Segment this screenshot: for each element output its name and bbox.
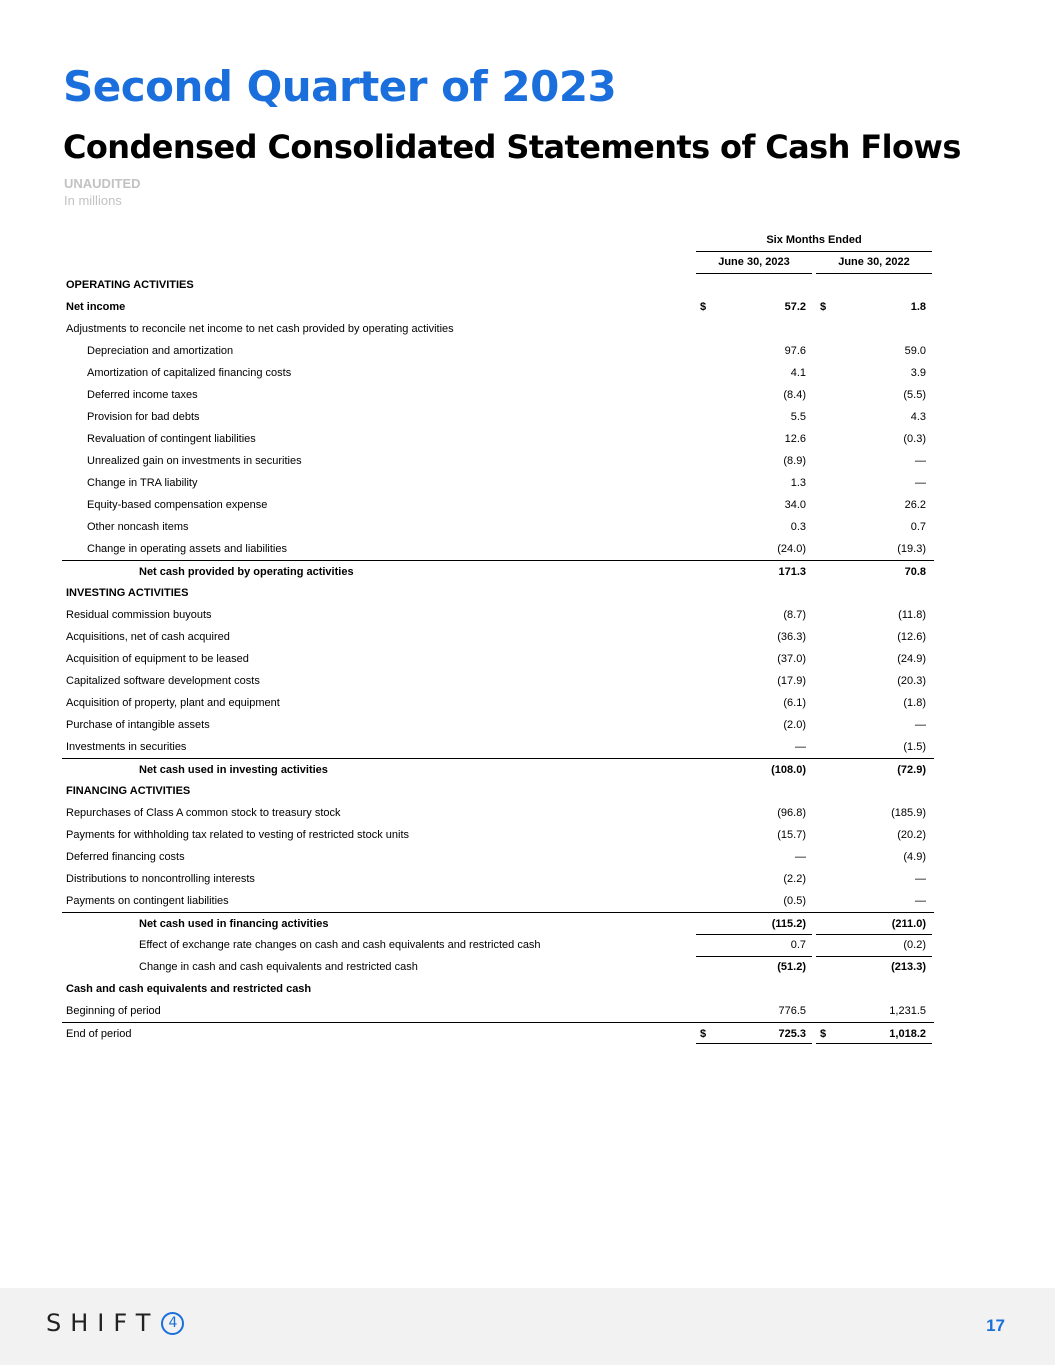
value-2022: 3.9 (910, 367, 926, 379)
value-2023: (2.0) (783, 719, 806, 731)
value-2022: (5.5) (903, 389, 926, 401)
value-2022: 1.8 (910, 301, 926, 313)
value-2023: (2.2) (783, 873, 806, 885)
row-label: Acquisition of property, plant and equipment (66, 697, 280, 709)
value-2022: 4.3 (910, 411, 926, 423)
currency-symbol: $ (700, 301, 707, 313)
row-label: Change in operating assets and liabilities (87, 543, 287, 555)
value-2022: 0.7 (910, 521, 926, 533)
table-row (62, 494, 934, 516)
value-2022: (11.8) (898, 609, 926, 621)
table-row (62, 362, 934, 384)
value-2023: 1.3 (790, 477, 806, 489)
value-2023: 0.7 (790, 939, 806, 951)
row-label: Revaluation of contingent liabilities (87, 433, 256, 445)
row-label: Payments for withholding tax related to vesting of restricted stock units (66, 829, 409, 841)
table-row (62, 538, 934, 560)
table-row (62, 340, 934, 362)
page-title: Second Quarter of 2023 (63, 62, 617, 111)
table-row (62, 1000, 934, 1022)
value-2023: 171.3 (778, 566, 806, 578)
row-label: Net cash provided by operating activities (139, 566, 354, 578)
value-2023: (37.0) (777, 653, 806, 665)
row-label: Payments on contingent liabilities (66, 895, 229, 907)
subtotal-row-operating (62, 560, 934, 582)
table-row (62, 318, 934, 340)
row-label: Residual commission buyouts (66, 609, 212, 621)
value-2023: 0.3 (790, 521, 806, 533)
table-row (62, 428, 934, 450)
value-2022: (0.2) (903, 939, 926, 951)
value-2022: 26.2 (904, 499, 926, 511)
table-row (62, 472, 934, 494)
shift4-logo (46, 1308, 184, 1338)
row-label: Acquisitions, net of cash acquired (66, 631, 230, 643)
value-2023: (15.7) (777, 829, 806, 841)
value-2022: 70.8 (904, 566, 926, 578)
period-header: Six Months Ended (696, 234, 932, 252)
column-header-2023: June 30, 2023 (696, 256, 812, 274)
table-row (62, 868, 934, 890)
subtotal-row-investing (62, 758, 934, 780)
page-footer (0, 1288, 1055, 1365)
value-2023: (17.9) (777, 675, 806, 687)
table-row (62, 296, 934, 318)
units-label: In millions (64, 193, 122, 208)
value-2022: — (915, 455, 926, 467)
value-2022: — (915, 477, 926, 489)
page-number: 17 (986, 1316, 1005, 1335)
value-2023: 4.1 (790, 367, 806, 379)
column-header-2022: June 30, 2022 (816, 256, 932, 274)
value-2023: 97.6 (784, 345, 806, 357)
table-row (62, 626, 934, 648)
value-2023: (51.2) (777, 961, 806, 973)
row-label: Investments in securities (66, 741, 187, 753)
value-2022: 59.0 (904, 345, 926, 357)
row-label: Net cash used in financing activities (139, 918, 329, 930)
value-2023: 12.6 (784, 433, 806, 445)
table-row (62, 802, 934, 824)
row-label: Change in TRA liability (87, 477, 198, 489)
value-2022: (4.9) (903, 851, 926, 863)
column-header-row (62, 252, 934, 274)
value-2023: (6.1) (783, 697, 806, 709)
currency-symbol: $ (820, 1028, 827, 1040)
value-2023: 34.0 (784, 499, 806, 511)
value-2023: 5.5 (790, 411, 806, 423)
value-2023: (8.4) (783, 389, 806, 401)
currency-symbol: $ (700, 1028, 707, 1040)
value-2023: (8.9) (783, 455, 806, 467)
value-2022: (72.9) (897, 764, 926, 776)
value-2023: (8.7) (783, 609, 806, 621)
unaudited-label: UNAUDITED (64, 176, 141, 191)
row-label: Deferred financing costs (66, 851, 185, 863)
statement-title: Condensed Consolidated Statements of Cash Flows (63, 128, 961, 166)
row-label: Deferred income taxes (87, 389, 198, 401)
row-label: INVESTING ACTIVITIES (66, 587, 189, 599)
value-2022: (213.3) (891, 961, 926, 973)
table-row (62, 450, 934, 472)
section-header-operating (62, 274, 934, 296)
table-row-end-of-period (62, 1022, 934, 1044)
table-row (62, 670, 934, 692)
value-2023: 725.3 (778, 1028, 806, 1040)
table-row (62, 692, 934, 714)
value-2023: — (795, 741, 806, 753)
value-2022: (19.3) (897, 543, 926, 555)
row-label: Other noncash items (87, 521, 189, 533)
row-label: Cash and cash equivalents and restricted cash (66, 983, 312, 995)
table-row (62, 648, 934, 670)
section-header-investing (62, 582, 934, 604)
table-row (62, 604, 934, 626)
value-2022: (185.9) (891, 807, 926, 819)
value-2022: (0.3) (903, 433, 926, 445)
table-row (62, 714, 934, 736)
row-label: Effect of exchange rate changes on cash and cash equivalents and restricted cash (139, 939, 541, 951)
row-label: Amortization of capitalized financing costs (87, 367, 292, 379)
value-2022: — (915, 895, 926, 907)
value-2022: (24.9) (897, 653, 926, 665)
table-row (62, 956, 934, 978)
table-row (62, 846, 934, 868)
value-2022: — (915, 873, 926, 885)
cash-flow-table (62, 230, 934, 1044)
row-label: Beginning of period (66, 1005, 161, 1017)
row-label: End of period (66, 1028, 132, 1040)
value-2022: (211.0) (891, 918, 926, 930)
value-2023: (108.0) (771, 764, 806, 776)
period-header-row (62, 230, 934, 252)
value-2023: — (795, 851, 806, 863)
value-2022: (12.6) (897, 631, 926, 643)
row-label: Purchase of intangible assets (66, 719, 210, 731)
value-2023: 776.5 (778, 1005, 806, 1017)
value-2022: (20.3) (897, 675, 926, 687)
value-2022: 1,231.5 (889, 1005, 926, 1017)
value-2023: 57.2 (784, 301, 806, 313)
table-row (62, 890, 934, 912)
row-label: Depreciation and amortization (87, 345, 234, 357)
table-row (62, 384, 934, 406)
logo-wordmark: SHIFT (46, 1309, 160, 1337)
row-label: FINANCING ACTIVITIES (66, 785, 191, 797)
logo-circle-icon: 4 (161, 1312, 184, 1335)
row-label: Equity-based compensation expense (87, 499, 268, 511)
row-label: Acquisition of equipment to be leased (66, 653, 249, 665)
row-label: Change in cash and cash equivalents and restricted cash (139, 961, 418, 973)
section-header-cash (62, 978, 934, 1000)
row-label: OPERATING ACTIVITIES (66, 279, 194, 291)
table-row (62, 516, 934, 538)
value-2022: — (915, 719, 926, 731)
value-2022: 1,018.2 (889, 1028, 926, 1040)
value-2023: (36.3) (777, 631, 806, 643)
row-label: Capitalized software development costs (66, 675, 260, 687)
value-2023: (115.2) (771, 918, 806, 930)
table-row (62, 824, 934, 846)
row-label: Unrealized gain on investments in securities (87, 455, 302, 467)
value-2023: (0.5) (783, 895, 806, 907)
row-label: Distributions to noncontrolling interests (66, 873, 255, 885)
row-label: Repurchases of Class A common stock to treasury stock (66, 807, 341, 819)
table-row (62, 406, 934, 428)
row-label: Adjustments to reconcile net income to net cash provided by operating activities (66, 323, 454, 335)
value-2022: (20.2) (897, 829, 926, 841)
section-header-financing (62, 780, 934, 802)
row-label: Net income (66, 301, 126, 313)
table-row (62, 736, 934, 758)
value-2023: (24.0) (777, 543, 806, 555)
value-2022: (1.8) (903, 697, 926, 709)
currency-symbol: $ (820, 301, 827, 313)
row-label: Provision for bad debts (87, 411, 200, 423)
table-row (62, 934, 934, 956)
subtotal-row-financing (62, 912, 934, 934)
row-label: Net cash used in investing activities (139, 764, 328, 776)
value-2023: (96.8) (777, 807, 806, 819)
value-2022: (1.5) (903, 741, 926, 753)
